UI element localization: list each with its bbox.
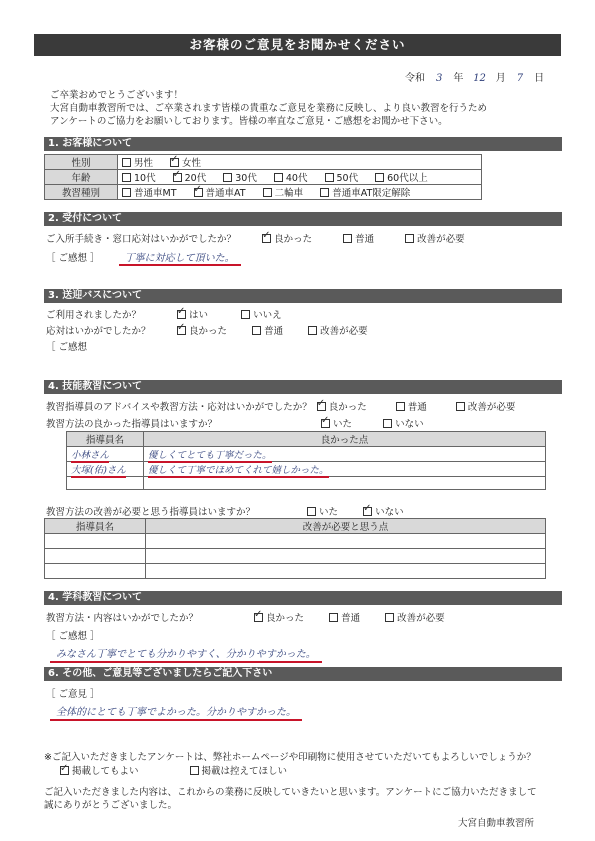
table-row	[45, 170, 482, 185]
bracket-open: ［	[46, 342, 59, 353]
intro-text	[50, 89, 570, 128]
checkbox[interactable]	[343, 234, 352, 243]
checkbox-checked[interactable]	[194, 188, 203, 197]
classroom-question: 教習方法・内容はいかがでしたか？	[46, 613, 199, 624]
checkbox[interactable]	[405, 234, 414, 243]
gender-options	[118, 155, 482, 170]
checkbox[interactable]	[456, 402, 465, 411]
row-label-age: 年齢	[45, 170, 118, 185]
checkbox[interactable]	[252, 326, 261, 335]
table-row	[67, 462, 546, 477]
survey-title: お客様のご意見をお聞かせください	[34, 34, 561, 56]
bracket-open: ［	[46, 631, 59, 642]
classroom-normal-option[interactable]: 普通	[329, 610, 360, 624]
checkbox[interactable]	[122, 188, 131, 197]
checkbox[interactable]	[329, 613, 338, 622]
column-header: 指導員名	[67, 432, 144, 447]
skill-good-option[interactable]: ✓ 良かった	[317, 399, 367, 413]
bad-instructor-question: 教習方法の改善が必要と思う指導員はいますか？	[46, 507, 256, 518]
checkbox[interactable]	[325, 173, 334, 182]
table-row	[45, 155, 482, 170]
checkbox-checked[interactable]	[177, 326, 186, 335]
table-header-row	[67, 432, 546, 447]
date-year-unit: 年	[453, 73, 464, 84]
instructor-name[interactable]: 大塚(佑)さん	[71, 465, 126, 476]
instructor-name[interactable]	[45, 564, 146, 579]
date-month[interactable]: 12	[473, 73, 486, 84]
skill-improve-option[interactable]: 改善が必要	[456, 399, 516, 413]
bad-instructor-table	[44, 518, 546, 579]
thanks-line: ご記入いただきました内容は、これからの業務に反映していきたいと思います。アンケートにご協力いただきまして	[44, 787, 537, 798]
checkbox-checked[interactable]	[254, 613, 263, 622]
classroom-improve-option[interactable]: 改善が必要	[385, 610, 445, 624]
course-motorcycle-option[interactable]: 二輪車	[263, 185, 304, 199]
checkbox[interactable]	[122, 173, 131, 182]
instructor-name[interactable]	[45, 534, 146, 549]
reception-question: ご入所手続き・窓口応対はいかがでしたか？	[46, 234, 237, 245]
classroom-comment-row	[50, 645, 322, 660]
checkbox-checked[interactable]	[177, 310, 186, 319]
checkbox[interactable]	[307, 507, 316, 516]
instructor-name[interactable]: 小林さん	[71, 450, 110, 461]
date-era: 令和	[405, 73, 425, 84]
bracket-close: ］	[87, 689, 100, 700]
checkbox[interactable]	[385, 613, 394, 622]
age-options	[118, 170, 482, 185]
bus-normal-option[interactable]: 普通	[252, 323, 283, 337]
date-day[interactable]: 7	[516, 73, 524, 84]
row-label-gender: 性別	[45, 155, 118, 170]
bus-service-question: 応対はいかがでしたか？	[46, 326, 151, 337]
skill-normal-option[interactable]: 普通	[396, 399, 427, 413]
checkbox[interactable]	[263, 188, 272, 197]
bus-yes-option[interactable]: ✓ はい	[177, 307, 208, 321]
checkbox[interactable]	[396, 402, 405, 411]
course-mt-option[interactable]: 普通車MT	[122, 185, 177, 199]
table-row	[45, 185, 482, 200]
age-10s-option[interactable]: 10代	[122, 170, 156, 184]
publish-allow-option[interactable]: ✓掲載してもよい	[60, 765, 139, 778]
section-classroom-header: 4. 学科教習について	[44, 591, 562, 605]
checkbox-checked[interactable]	[60, 766, 69, 775]
checkbox[interactable]	[375, 173, 384, 182]
other-comment-label-row	[46, 686, 100, 700]
intro-line: 大宮自動車教習所では、ご卒業されます皆様の貴重なご意見を業務に反映し、より良い教習を行うため	[50, 103, 488, 114]
good-instructor-row	[46, 416, 438, 430]
age-60plus-option[interactable]: 60代以上	[375, 170, 428, 184]
gender-male-option[interactable]: 男性	[122, 155, 153, 169]
date-line	[405, 69, 565, 84]
other-comment-row	[50, 703, 302, 718]
checkbox[interactable]	[122, 158, 131, 167]
thanks-text	[44, 786, 564, 812]
good-instructor-table	[66, 431, 546, 490]
bus-service-row	[46, 323, 382, 337]
thanks-line: 誠にありがとうございました。	[44, 800, 178, 811]
bus-usage-row	[46, 307, 296, 321]
checkbox[interactable]	[190, 766, 199, 775]
other-comment-label: ご意見	[58, 689, 88, 700]
bus-comment-row	[46, 339, 87, 353]
column-header: 指導員名	[45, 519, 146, 534]
instructor-name[interactable]	[67, 477, 144, 490]
column-header: 良かった点	[144, 432, 546, 447]
date-day-unit: 日	[534, 73, 545, 84]
bus-improve-option[interactable]: 改善が必要	[308, 323, 368, 337]
checkbox-checked[interactable]	[173, 173, 182, 182]
section-bus-header: 3. 送迎バスについて	[44, 289, 562, 303]
checkbox-checked[interactable]	[321, 419, 330, 428]
bracket-close: ］	[87, 631, 100, 642]
customer-table	[44, 154, 482, 200]
good-instructor-yes-option[interactable]: ✓ いた	[321, 416, 352, 430]
signature: 大宮自動車教習所	[458, 818, 535, 829]
bad-instructor-yes-option[interactable]: いた	[307, 504, 338, 518]
checkbox[interactable]	[241, 310, 250, 319]
checkbox[interactable]	[383, 419, 392, 428]
classroom-good-option[interactable]: ✓ 良かった	[254, 610, 304, 624]
intro-line: アンケートのご協力をお願いしております。皆様の率直なご意見・ご感想をお聞かせ下さい。	[50, 116, 448, 127]
instructor-good-point[interactable]: 優しくてとても丁寧だった。	[148, 450, 272, 461]
instructor-bad-point[interactable]	[146, 549, 546, 564]
row-label-course: 教習種別	[45, 185, 118, 200]
bad-instructor-row	[46, 504, 418, 518]
intro-line: ご卒業おめでとうございます！	[50, 90, 184, 101]
checkbox[interactable]	[308, 326, 317, 335]
bracket-open: ［	[46, 689, 59, 700]
publish-decline-option[interactable]: 掲載は控えてほしい	[190, 765, 288, 778]
checkbox-checked[interactable]	[317, 402, 326, 411]
course-at-release-option[interactable]: 普通車AT限定解除	[320, 185, 410, 199]
reception-comment-row	[46, 249, 241, 264]
section-customer-header: 1. お客様について	[44, 137, 562, 151]
classroom-comment-label: ご感想	[58, 631, 88, 642]
checkbox-checked[interactable]	[363, 507, 372, 516]
reception-good-option[interactable]: ✓ 良かった	[262, 231, 312, 245]
bracket-open: ［	[46, 253, 59, 264]
reception-comment[interactable]: 丁寧に対応して頂いた。	[119, 253, 241, 266]
bracket-close: ］	[87, 253, 100, 264]
other-comment[interactable]: 全体的にとても丁寧でよかった。分かりやすかった。	[50, 707, 302, 721]
table-row	[67, 447, 546, 462]
classroom-question-row	[46, 610, 459, 624]
checkbox-checked[interactable]	[262, 234, 271, 243]
section-other-header: 6. その他、ご意見等ございましたらご記入下さい	[44, 667, 562, 681]
bus-good-option[interactable]: ✓ 良かった	[177, 323, 227, 337]
checkbox-checked[interactable]	[170, 158, 179, 167]
bus-no-option[interactable]: いいえ	[241, 307, 282, 321]
age-50s-option[interactable]: 50代	[325, 170, 359, 184]
checkbox[interactable]	[274, 173, 283, 182]
publish-question: ※ご記入いただきましたアンケートは、弊社ホームページや印刷物に使用させていただいてもよろしいでしょうか？	[44, 752, 536, 763]
section-skill-header: 4. 技能教習について	[44, 380, 562, 394]
table-row	[45, 549, 546, 564]
column-header: 改善が必要と思う点	[146, 519, 546, 534]
good-instructor-question: 教習方法の良かった指導員はいますか？	[46, 419, 218, 430]
instructor-name[interactable]	[45, 549, 146, 564]
checkbox[interactable]	[320, 188, 329, 197]
course-options	[118, 185, 482, 200]
reception-improve-option[interactable]: 改善が必要	[405, 231, 465, 245]
age-20s-option[interactable]: ✓ 20代	[173, 170, 207, 184]
table-header-row	[45, 519, 546, 534]
table-row	[67, 477, 546, 490]
bus-usage-question: ご利用されましたか？	[46, 310, 142, 321]
age-40s-option[interactable]: 40代	[274, 170, 308, 184]
date-year[interactable]: 3	[436, 73, 443, 84]
instructor-good-point[interactable]	[144, 477, 546, 490]
date-month-unit: 月	[495, 73, 506, 84]
skill-advice-row	[46, 399, 529, 413]
bad-instructor-no-option[interactable]: ✓ いない	[363, 504, 404, 518]
gender-female-option[interactable]: ✓ 女性	[170, 155, 201, 169]
course-at-option[interactable]: ✓ 普通車AT	[194, 185, 246, 199]
publish-options	[60, 765, 301, 778]
good-instructor-no-option[interactable]: いない	[383, 416, 424, 430]
reception-question-row	[46, 231, 479, 245]
section-reception-header: 2. 受付について	[44, 212, 562, 226]
bus-comment-label: ご感想	[58, 342, 88, 353]
instructor-bad-point[interactable]	[146, 534, 546, 549]
instructor-good-point[interactable]: 優しくて丁寧でほめてくれて嬉しかった。	[148, 465, 329, 476]
reception-comment-label: ご感想	[58, 253, 88, 264]
table-row	[45, 534, 546, 549]
reception-normal-option[interactable]: 普通	[343, 231, 374, 245]
checkbox[interactable]	[223, 173, 232, 182]
classroom-comment-label-row	[46, 628, 100, 642]
table-row	[45, 564, 546, 579]
skill-advice-question: 教習指導員のアドバイスや教習方法・応対はいかがでしたか？	[46, 402, 312, 413]
age-30s-option[interactable]: 30代	[223, 170, 257, 184]
classroom-comment[interactable]: みなさん丁寧でとても分かりやすく、分かりやすかった。	[50, 649, 322, 663]
instructor-bad-point[interactable]	[146, 564, 546, 579]
